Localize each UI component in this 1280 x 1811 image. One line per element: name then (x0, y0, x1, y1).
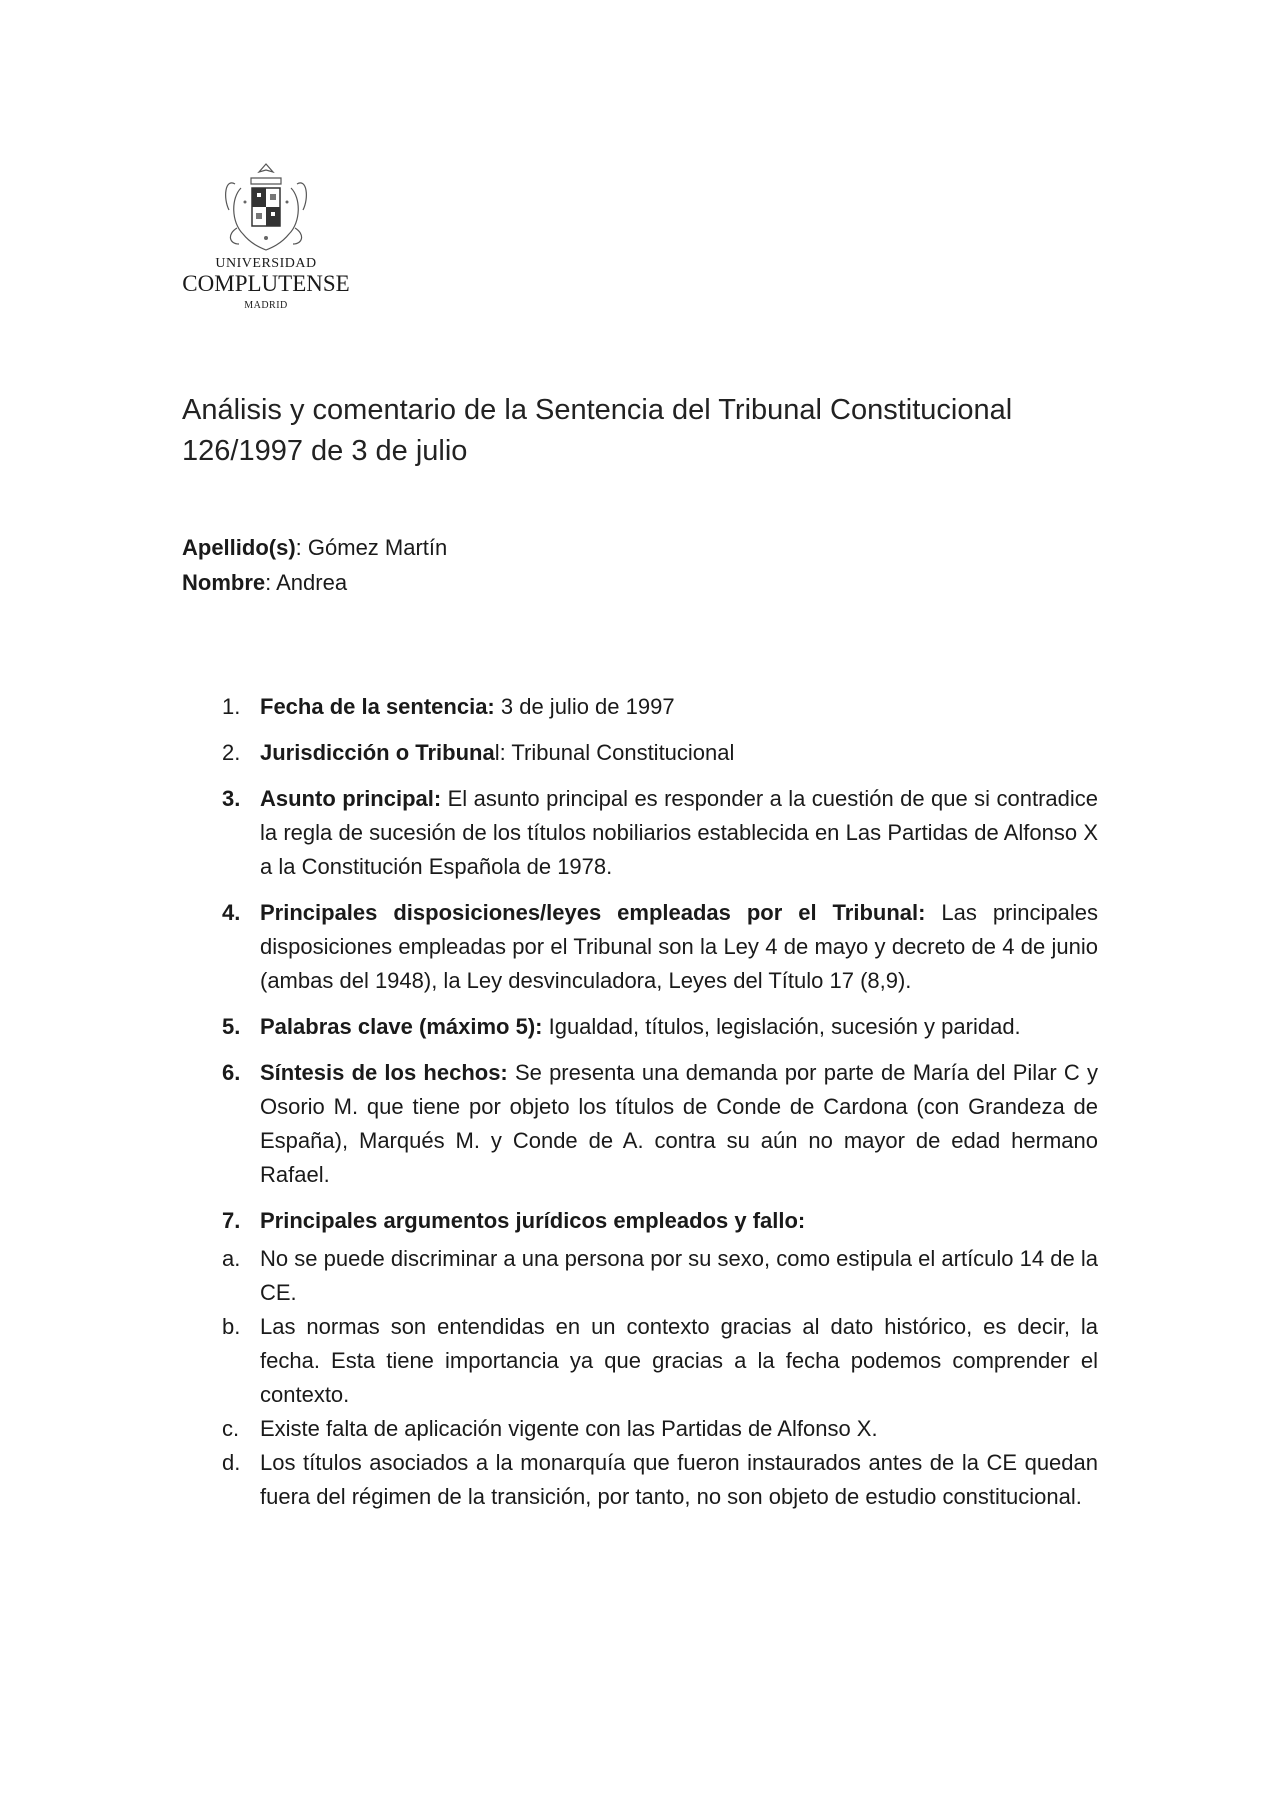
student-info (182, 530, 447, 600)
item-text: El asunto principal es responder a la cuestión de que si contradice la regla de sucesión de los títulos nobiliarios establecida en Las Partidas de Alfonso X a la Constitución Española de 1978. (260, 786, 1098, 879)
surname-row (182, 530, 447, 565)
item-heading: Síntesis de los hechos: (260, 1060, 508, 1085)
item-number: 5. (222, 1014, 241, 1039)
sub-item (182, 1446, 1098, 1514)
item-heading: Principales disposiciones/leyes empleadas por el Tribunal: (260, 900, 926, 925)
logo-line-madrid: MADRID (244, 300, 288, 311)
list-item (182, 1010, 1098, 1044)
item-number: 1. (222, 694, 241, 719)
document-title: Análisis y comentario de la Sentencia del Tribunal Constitucional 126/1997 de 3 de julio (182, 394, 1013, 467)
list-item (182, 1056, 1098, 1192)
sub-item-text: No se puede discriminar a una persona por su sexo, como estipula el artículo 14 de la CE. (260, 1246, 1098, 1305)
sub-item-text: Las normas son entendidas en un contexto gracias al dato histórico, es decir, la fecha. Esta tiene importancia ya que gracias a la fecha podemos comprender el contexto. (260, 1314, 1098, 1407)
item-text: Las principales disposiciones empleadas por el Tribunal son la Ley 4 de mayo y decreto de 4 de junio (ambas del 1948), la Ley desvinculadora, Leyes del Título 17 (8,9). (260, 900, 1098, 993)
item-heading: Jurisdicción o Tribuna (260, 740, 495, 765)
university-seal-icon (221, 158, 311, 254)
sub-item-letter: d. (222, 1450, 241, 1475)
surname-value: : Gómez Martín (295, 535, 448, 560)
item-heading: Principales argumentos jurídicos empleados y fallo: (260, 1208, 806, 1233)
sub-item-letter: c. (222, 1416, 240, 1441)
name-row (182, 565, 447, 600)
item-heading: Asunto principal: (260, 786, 442, 811)
item-text: 3 de julio de 1997 (494, 694, 675, 719)
item-number: 6. (222, 1060, 241, 1085)
item-heading: Palabras clave (máximo 5): (260, 1014, 543, 1039)
list-item (182, 690, 1098, 724)
sub-item-letter: b. (222, 1314, 241, 1339)
sub-item (182, 1310, 1098, 1412)
item-text: Igualdad, títulos, legislación, sucesión y paridad. (542, 1014, 1021, 1039)
surname-label: Apellido(s) (182, 535, 296, 560)
analysis-list (182, 690, 1098, 1514)
item-number: 7. (222, 1208, 241, 1233)
arguments-sublist (182, 1242, 1098, 1514)
item-number: 4. (222, 900, 241, 925)
list-item (182, 896, 1098, 998)
list-item (182, 782, 1098, 884)
logo-line-universidad: UNIVERSIDAD (215, 256, 317, 271)
sub-item-text: Los títulos asociados a la monarquía que fueron instaurados antes de la CE quedan fuera del régimen de la transición, por tanto, no son objeto de estudio constitucional. (260, 1450, 1098, 1509)
item-heading: Fecha de la sentencia: (260, 694, 495, 719)
name-value: : Andrea (265, 570, 348, 595)
sub-item-letter: a. (222, 1246, 241, 1271)
university-logo (176, 158, 356, 318)
item-number: 2. (222, 740, 241, 765)
item-text: l: Tribunal Constitucional (494, 740, 735, 765)
logo-line-complutense: COMPLUTENSE (182, 271, 350, 296)
list-item (182, 736, 1098, 770)
list-item (182, 1204, 1098, 1238)
name-label: Nombre (182, 570, 266, 595)
sub-item (182, 1242, 1098, 1310)
item-number: 3. (222, 786, 241, 811)
item-text: Se presenta una demanda por parte de María del Pilar C y Osorio M. que tiene por objeto los títulos de Conde de Cardona (con Grandeza de España), Marqués M. y Conde de A. contra su aún no mayor de edad hermano Rafael. (260, 1060, 1098, 1187)
sub-item-text: Existe falta de aplicación vigente con las Partidas de Alfonso X. (260, 1416, 878, 1441)
sub-item (182, 1412, 1098, 1446)
